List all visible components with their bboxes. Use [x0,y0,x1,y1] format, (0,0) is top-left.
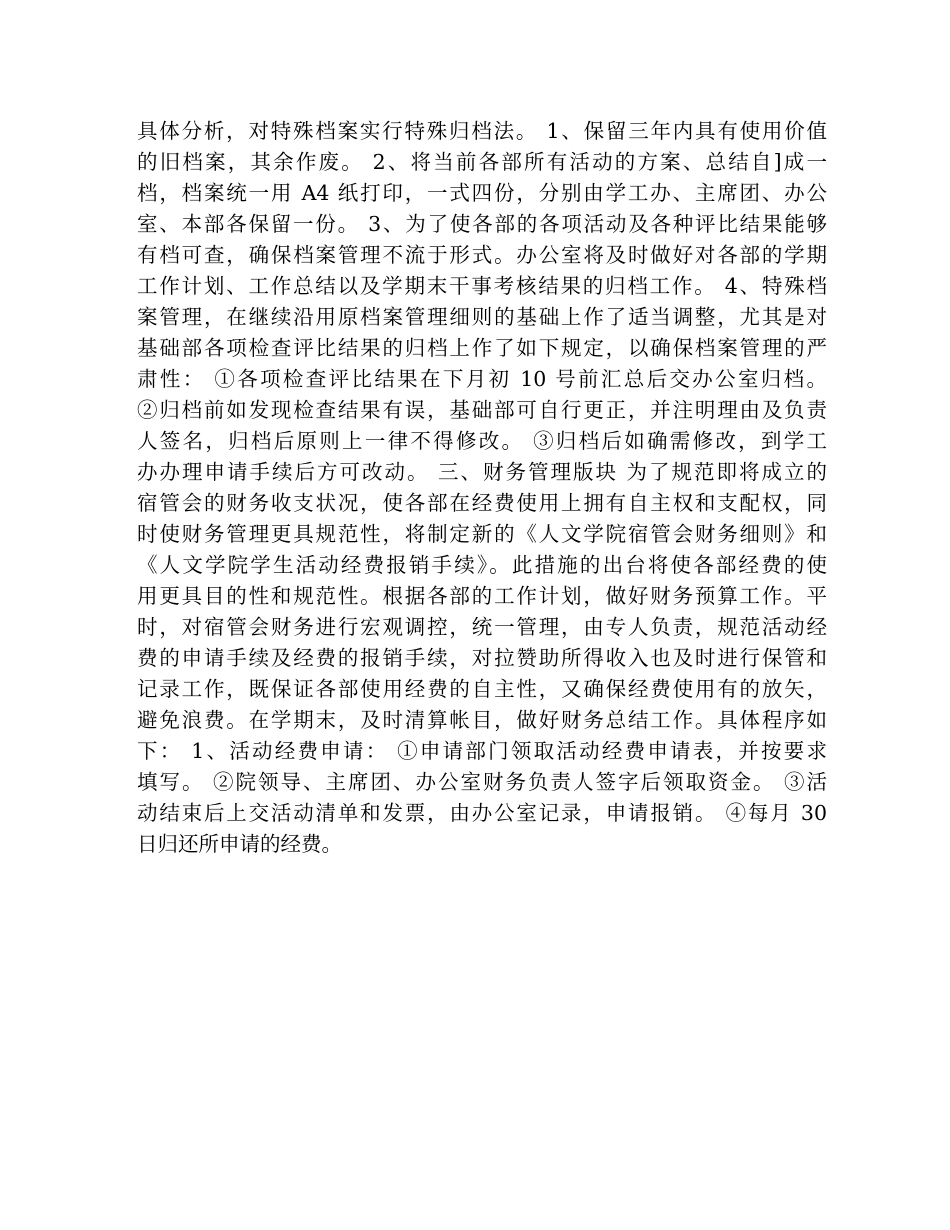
text-line: 具体分析，对特殊档案实行特殊归档法。 1、保留三年内具有使用价值 [137,119,827,143]
text-line: 档，档案统一用 A4 纸打印，一式四份，分别由学工办、主席团、办公 [137,181,827,205]
text-line: 室、本部各保留一份。 3、为了使各部的各项活动及各种评比结果能够 [137,212,827,236]
text-line: 动结束后上交活动清单和发票，由办公室记录，申请报销。 ④每月 30 [137,801,827,825]
text-line: 时，对宿管会财务进行宏观调控，统一管理，由专人负责，规范活动经 [137,615,827,639]
text-line: 案管理，在继续沿用原档案管理细则的基础上作了适当调整，尤其是对 [137,305,827,329]
text-line: 填写。 ②院领导、主席团、办公室财务负责人签字后领取资金。 ③活 [137,770,827,794]
text-line: 有档可查，确保档案管理不流于形式。办公室将及时做好对各部的学期 [137,243,827,267]
text-line: 下： 1、活动经费申请： ①申请部门领取活动经费申请表，并按要求 [137,739,827,763]
text-line: 《人文学院学生活动经费报销手续》。此措施的出台将使各部经费的使 [137,553,827,577]
text-line: 记录工作，既保证各部使用经费的自主性，又确保经费使用有的放矢， [137,677,827,701]
text-line: ②归档前如发现检查结果有误，基础部可自行更正，并注明理由及负责 [137,398,827,422]
text-line: 人签名，归档后原则上一律不得修改。 ③归档后如确需修改，到学工 [137,429,827,453]
text-line: 日归还所申请的经费。 [137,832,342,856]
text-line: 基础部各项检查评比结果的归档上作了如下规定，以确保档案管理的严 [137,336,827,360]
text-line: 办办理申请手续后方可改动。 三、财务管理版块 为了规范即将成立的 [137,460,827,484]
document-body-text [137,116,827,860]
text-line: 宿管会的财务收支状况，使各部在经费使用上拥有自主权和支配权，同 [137,491,827,515]
text-line: 避免浪费。在学期末，及时清算帐目，做好财务总结工作。具体程序如 [137,708,827,732]
text-line: 费的申请手续及经费的报销手续，对拉赞助所得收入也及时进行保管和 [137,646,827,670]
text-line: 的旧档案，其余作废。 2、将当前各部所有活动的方案、总结自]成一 [137,150,827,174]
text-line: 工作计划、工作总结以及学期末干事考核结果的归档工作。 4、特殊档 [137,274,827,298]
text-line: 用更具目的性和规范性。根据各部的工作计划，做好财务预算工作。平 [137,584,827,608]
text-line: 肃性： ①各项检查评比结果在下月初 10 号前汇总后交办公室归档。 [137,367,827,391]
text-line: 时使财务管理更具规范性，将制定新的《人文学院宿管会财务细则》和 [137,522,827,546]
